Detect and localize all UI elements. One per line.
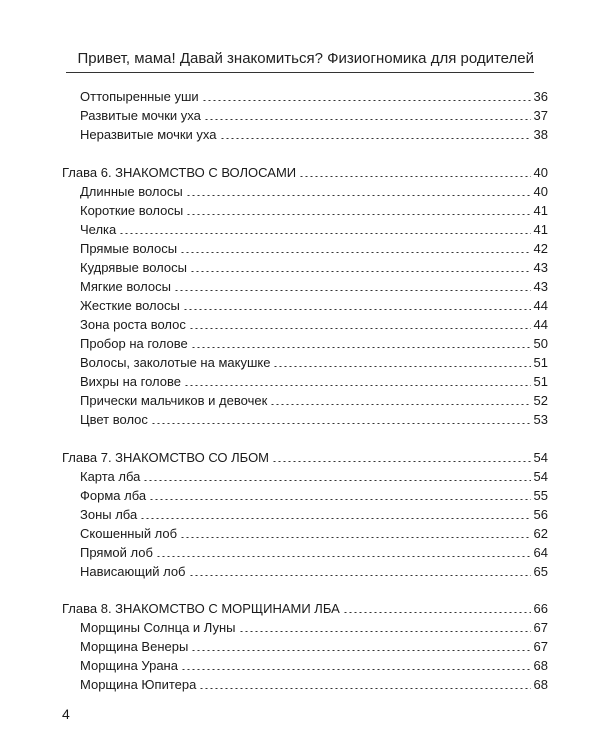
toc-entry-title: Прямые волосы	[80, 241, 178, 256]
toc-leader-dots	[273, 366, 530, 367]
toc-entry-title: Вихры на голове	[80, 374, 181, 389]
toc-leader-dots	[189, 575, 531, 576]
toc-entry-page: 56	[533, 507, 548, 522]
toc-leader-dots	[220, 138, 531, 139]
toc-entry-page: 44	[533, 298, 548, 313]
toc-leader-dots	[149, 499, 530, 500]
toc-leader-dots	[272, 461, 531, 462]
toc-leader-dots	[202, 100, 531, 101]
toc-entry-title: Короткие волосы	[80, 203, 184, 218]
toc-entry-page: 55	[533, 488, 548, 503]
toc-entry-title: Прически мальчиков и девочек	[80, 393, 268, 408]
toc-leader-dots	[191, 650, 530, 651]
toc-entry[interactable]	[80, 487, 548, 503]
toc-leader-dots	[143, 480, 530, 481]
toc-entry-title: Прямой лоб	[80, 545, 153, 560]
toc-entry-page: 54	[533, 469, 548, 484]
toc-leader-dots	[186, 195, 531, 196]
toc-leader-dots	[156, 556, 531, 557]
toc-entry-page: 65	[533, 564, 548, 579]
toc-entry-page: 38	[533, 127, 548, 142]
toc-entry[interactable]	[80, 183, 548, 199]
toc-entry[interactable]	[80, 619, 548, 635]
toc-entry[interactable]	[80, 468, 548, 484]
toc-entry-title: Зоны лба	[80, 507, 138, 522]
toc-entry-title: Кудрявые волосы	[80, 260, 187, 275]
toc-entry-title: Глава 8. ЗНАКОМСТВО С МОРЩИНАМИ ЛБА	[62, 601, 340, 616]
toc-leader-dots	[189, 328, 531, 329]
toc-leader-dots	[174, 290, 531, 291]
toc-entry-page: 41	[533, 222, 548, 237]
toc-entry-page: 41	[533, 203, 548, 218]
toc-entry-page: 40	[533, 184, 548, 199]
toc-entry-page: 62	[533, 526, 548, 541]
toc-entry[interactable]	[80, 259, 548, 275]
toc-entry[interactable]	[80, 297, 548, 313]
toc-leader-dots	[191, 347, 531, 348]
toc-entry-title: Челка	[80, 222, 117, 237]
toc-entry[interactable]	[80, 657, 548, 673]
toc-entry-page: 68	[533, 658, 548, 673]
toc-entry[interactable]	[80, 202, 548, 218]
toc-entry[interactable]	[62, 449, 548, 465]
toc-entry[interactable]	[80, 525, 548, 541]
toc-entry[interactable]	[80, 506, 548, 522]
toc-entry-title: Морщины Солнца и Луны	[80, 620, 236, 635]
toc-entry-page: 44	[533, 317, 548, 332]
toc-entry-title: Глава 7. ЗНАКОМСТВО СО ЛБОМ	[62, 450, 270, 465]
toc-entry-page: 67	[533, 620, 548, 635]
toc-leader-dots	[151, 423, 531, 424]
toc-entry-page: 36	[533, 89, 548, 104]
toc-leader-dots	[181, 669, 531, 670]
page-number: 4	[62, 706, 70, 722]
toc-entry-title: Морщина Юпитера	[80, 677, 197, 692]
toc-entry[interactable]	[80, 676, 548, 692]
toc-leader-dots	[204, 119, 531, 120]
toc-leader-dots	[180, 252, 530, 253]
toc-entry-page: 54	[533, 450, 548, 465]
toc-entry-page: 37	[533, 108, 548, 123]
toc-entry-title: Морщина Урана	[80, 658, 178, 673]
toc-entry-title: Нависающий лоб	[80, 564, 186, 579]
toc-entry[interactable]	[80, 411, 548, 427]
toc-entry-title: Мягкие волосы	[80, 279, 171, 294]
toc-entry[interactable]	[62, 600, 548, 616]
toc-entry[interactable]	[80, 107, 548, 123]
toc-entry[interactable]	[80, 278, 548, 294]
toc-leader-dots	[343, 612, 531, 613]
toc-entry-page: 52	[533, 393, 548, 408]
running-header: Привет, мама! Давай знакомиться? Физиогномика для родителей	[77, 50, 534, 67]
toc-leader-dots	[119, 233, 530, 234]
toc-leader-dots	[180, 537, 530, 538]
toc-entry[interactable]	[80, 335, 548, 351]
toc-leader-dots	[183, 309, 531, 310]
toc-leader-dots	[239, 631, 531, 632]
toc-entry[interactable]	[80, 354, 548, 370]
toc-entry-title: Развитые мочки уха	[80, 108, 201, 123]
toc-entry-page: 66	[533, 601, 548, 616]
toc-entry[interactable]	[80, 240, 548, 256]
toc-entry[interactable]	[80, 316, 548, 332]
toc-entry-title: Оттопыренные уши	[80, 89, 199, 104]
toc-entry-page: 68	[533, 677, 548, 692]
toc-leader-dots	[199, 688, 530, 689]
toc-entry[interactable]	[80, 221, 548, 237]
toc-entry[interactable]	[80, 373, 548, 389]
toc-entry-title: Форма лба	[80, 488, 147, 503]
toc-entry-page: 53	[533, 412, 548, 427]
toc-leader-dots	[186, 214, 530, 215]
toc-entry[interactable]	[80, 563, 548, 579]
toc-entry-page: 43	[533, 279, 548, 294]
toc-entry-title: Цвет волос	[80, 412, 148, 427]
toc-entry-title: Зона роста волос	[80, 317, 186, 332]
toc-entry-title: Карта лба	[80, 469, 141, 484]
toc-leader-dots	[140, 518, 530, 519]
toc-entry-title: Волосы, заколотые на макушке	[80, 355, 271, 370]
toc-entry-title: Неразвитые мочки уха	[80, 127, 217, 142]
toc-entry-title: Пробор на голове	[80, 336, 188, 351]
toc-entry-title: Длинные волосы	[80, 184, 183, 199]
toc-entry-page: 43	[533, 260, 548, 275]
toc-entry[interactable]	[80, 392, 548, 408]
toc-entry-page: 50	[533, 336, 548, 351]
toc-entry-title: Скошенный лоб	[80, 526, 178, 541]
toc-entry-title: Жесткие волосы	[80, 298, 180, 313]
toc-entry[interactable]	[80, 638, 548, 654]
toc-entry[interactable]	[80, 88, 548, 104]
toc-leader-dots	[190, 271, 531, 272]
toc-leader-dots	[184, 385, 531, 386]
toc-entry-page: 51	[533, 355, 548, 370]
toc-leader-dots	[270, 404, 530, 405]
toc-entry-title: Глава 6. ЗНАКОМСТВО С ВОЛОСАМИ	[62, 165, 297, 180]
toc-entry-title: Морщина Венеры	[80, 639, 189, 654]
toc-entry[interactable]	[80, 544, 548, 560]
toc-entry-page: 67	[533, 639, 548, 654]
header-rule	[66, 72, 534, 73]
toc-entry-page: 51	[533, 374, 548, 389]
toc-entry-page: 40	[533, 165, 548, 180]
toc-entry[interactable]	[80, 126, 548, 142]
toc-entry[interactable]	[62, 164, 548, 180]
toc-entry-page: 42	[533, 241, 548, 256]
toc-leader-dots	[299, 176, 530, 177]
toc-entry-page: 64	[533, 545, 548, 560]
